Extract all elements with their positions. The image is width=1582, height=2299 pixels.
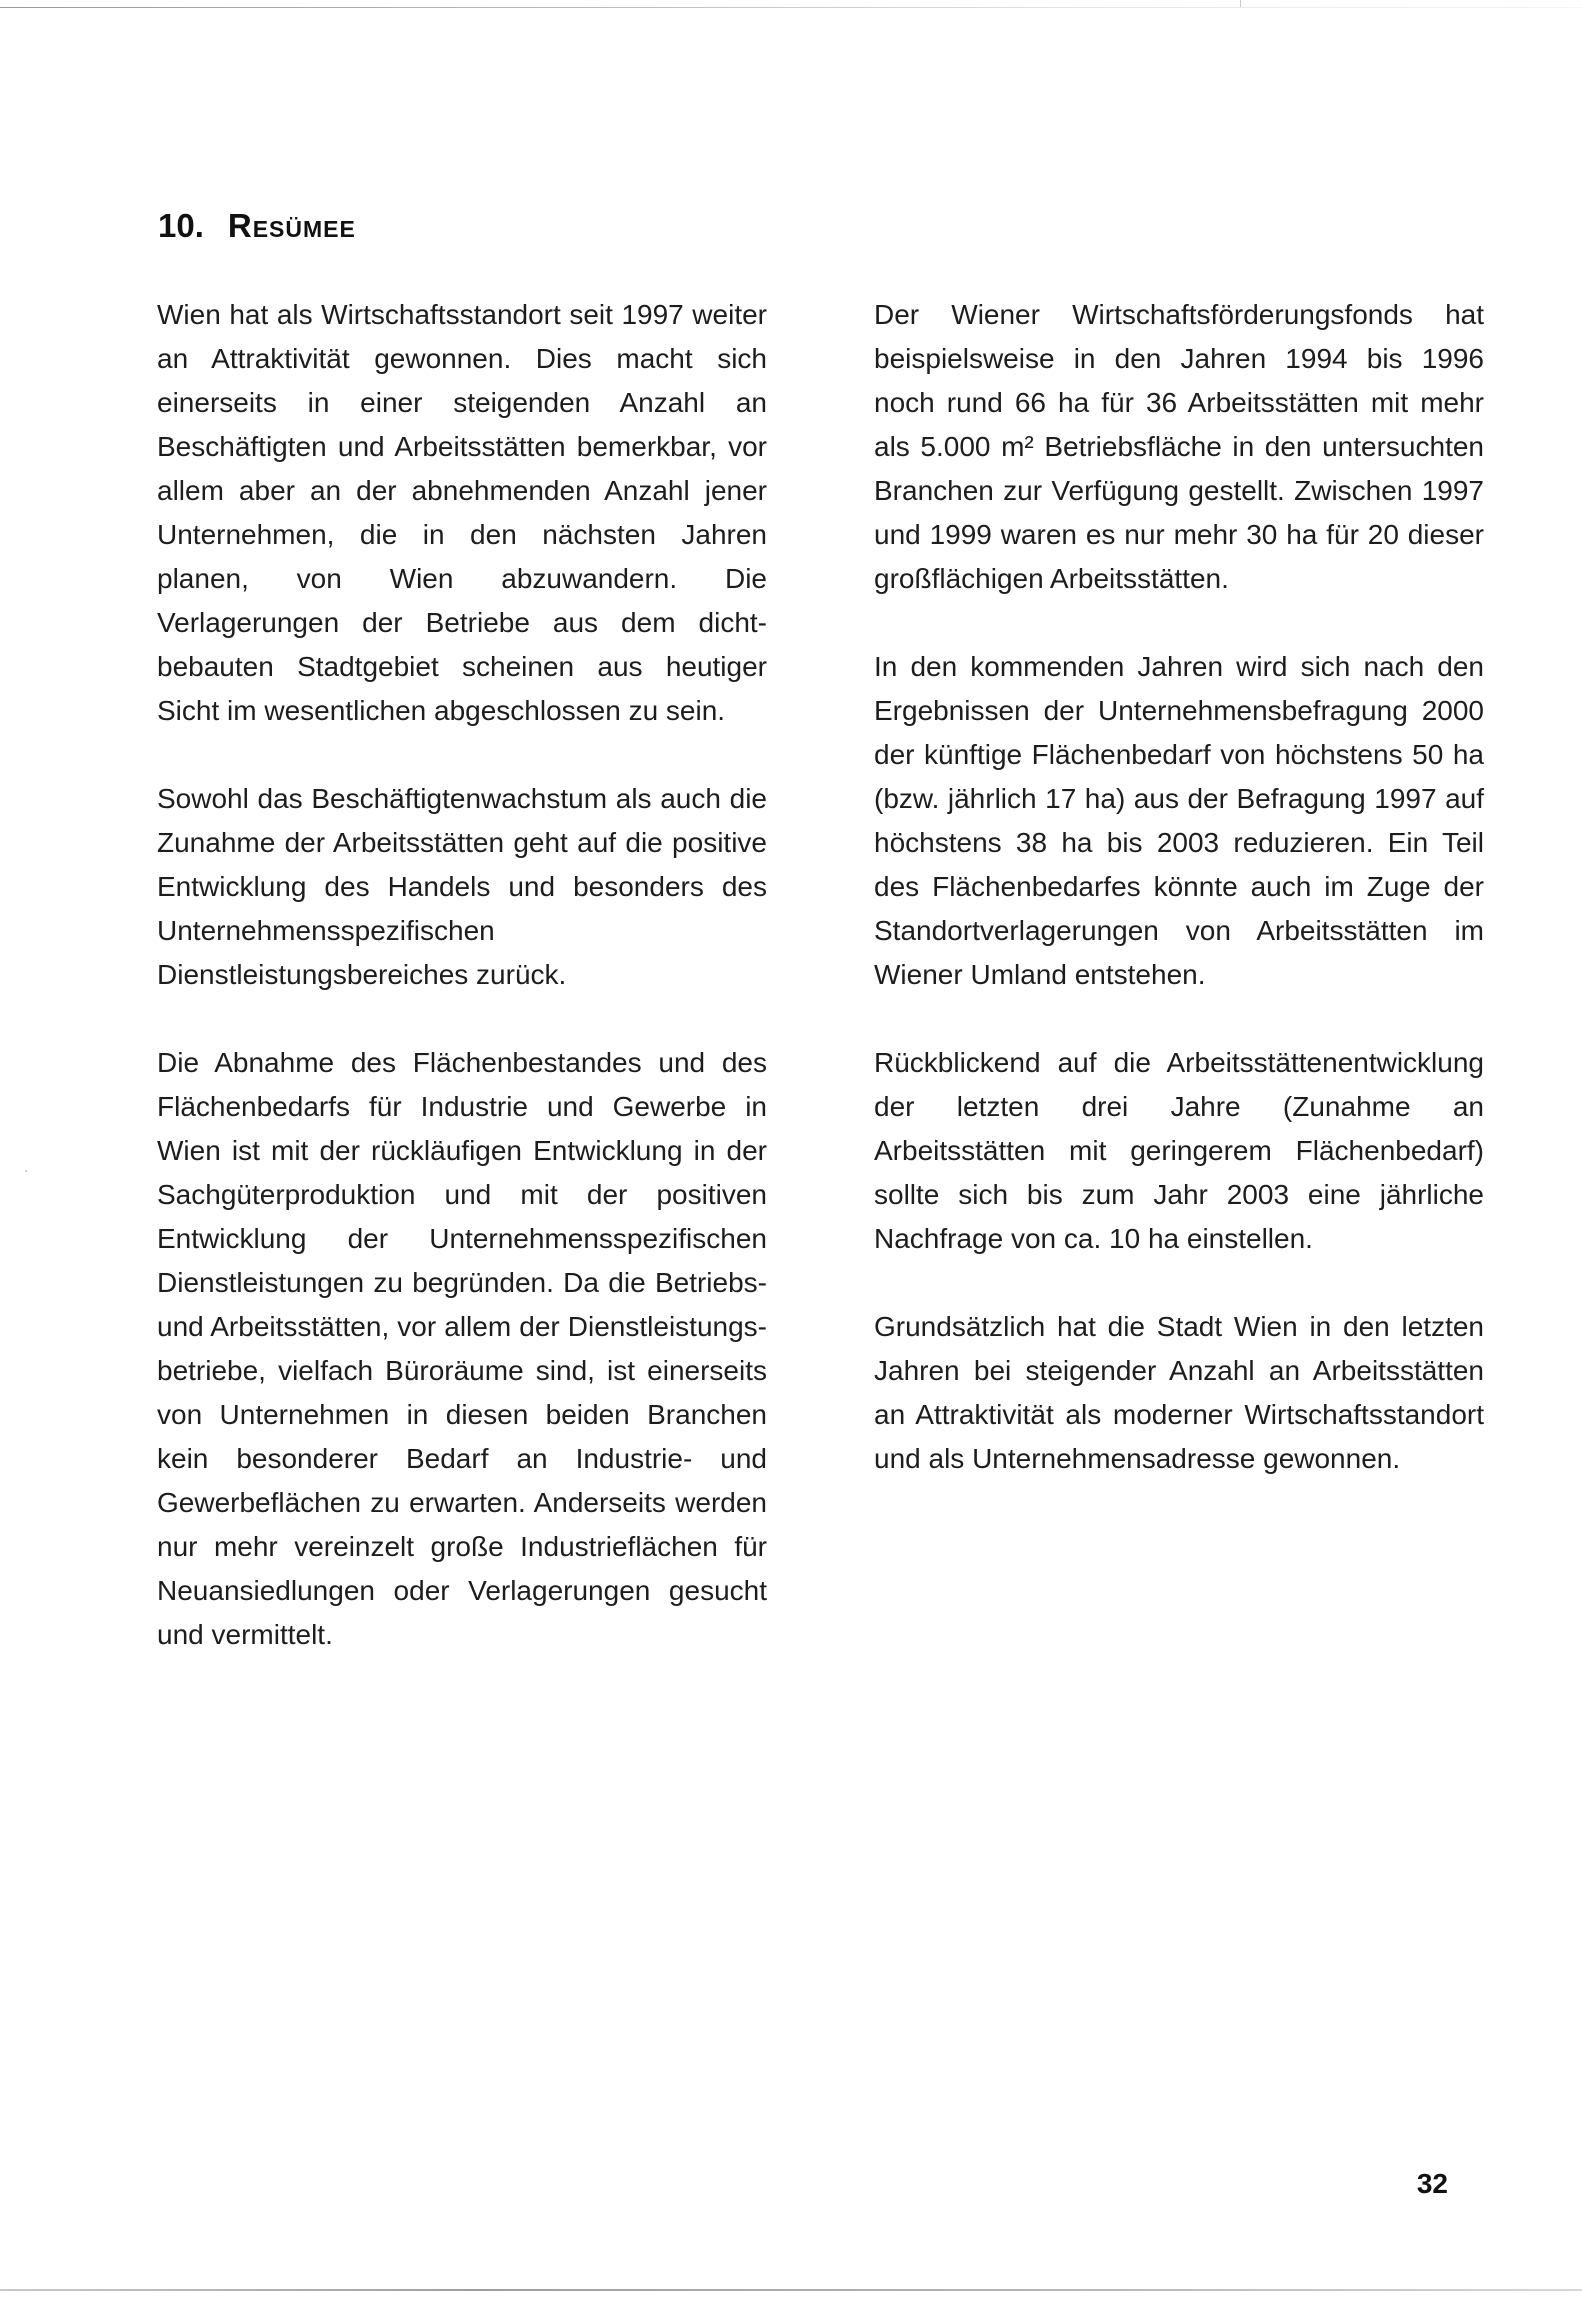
section-heading (158, 204, 356, 248)
right-column (874, 293, 1484, 1525)
paragraph: Der Wiener Wirtschaftsförderungsfonds hat beispielsweise in den Jahren 1994 bis 1996 noch rund 66 ha für 36 Arbeitsstätten mit mehr als 5.000 m² Betriebsfläche in den untersuchten Branchen zur Verfügung gestellt. Zwischen 1997 und 1999 waren es nur mehr 30 ha für 20 dieser großflächigen Arbeitsstätten. (874, 299, 1484, 594)
paragraph: Grundsätzlich hat die Stadt Wien in den letzten Jahren bei steigender Anzahl an Arbeitsstätten an Attraktivität als moderner Wirtschaftsstandort und als Unternehmensadresse gewonnen. (874, 1311, 1484, 1474)
section-number: 10. (158, 207, 204, 244)
scan-edge-top (0, 7, 1582, 8)
scan-mark (1240, 0, 1241, 7)
paragraph: Rückblickend auf die Arbeitsstättenentwicklung der letzten drei Jahre (Zunahme an Arbeitsstätten mit geringerem Flächenbedarf) sollte sich bis zum Jahr 2003 eine jährliche Nachfrage von ca. 10 ha einstellen. (874, 1047, 1484, 1254)
paragraph: Wien hat als Wirtschaftsstandort seit 1997 weiter an Attraktivität gewonnen. Dies macht sich einerseits in einer steigenden Anzahl an Beschäftigten und Arbeitsstätten bemerkbar, vor allem aber an der abnehmenden Anzahl jener Unternehmen, die in den nächsten Jahren planen, von Wien abzuwandern. Die Verlagerungen der Betriebe aus dem dichtbebauten Stadtgebiet scheinen aus heutiger Sicht im wesentlichen abgeschlossen zu sein. (157, 299, 767, 726)
paragraph: Sowohl das Beschäftigtenwachstum als auch die Zunahme der Arbeitsstätten geht auf die positive Entwicklung des Handels und besonders des Unternehmensspezifischen Dienstleistungsbereiches zurück. (157, 783, 767, 990)
scan-speck (25, 1170, 27, 1172)
paragraph: Die Abnahme des Flächenbestandes und des Flächenbedarfs für Industrie und Gewerbe in Wien ist mit der rückläufigen Entwicklung in der Sachgüterproduktion und mit der positiven Entwicklung der Unternehmensspezifischen Dienstleistungen zu begründen. Da die Betriebs- und Arbeitsstätten, vor allem der Dienstleistungsbetriebe, vielfach Büroräume sind, ist einerseits von Unternehmen in diesen beiden Branchen kein besonderer Bedarf an Industrie- und Gewerbeflächen zu erwarten. Anderseits werden nur mehr vereinzelt große Industrieflächen für Neuansiedlungen oder Verlagerungen gesucht und vermittelt. (157, 1047, 767, 1650)
page-number: 32 (1416, 2168, 1448, 2199)
paragraph: In den kommenden Jahren wird sich nach den Ergebnissen der Unternehmensbefragung 2000 der künftige Flächenbedarf von höchstens 50 ha (bzw. jährlich 17 ha) aus der Befragung 1997 auf höchstens 38 ha bis 2003 reduzieren. Ein Teil des Flächenbedarfes könnte auch im Zuge der Standortverlagerungen von Arbeitsstätten im Wiener Umland entstehen. (874, 651, 1484, 990)
section-title: Resümee (227, 207, 356, 244)
left-column (157, 293, 767, 1701)
scan-edge-bottom (0, 2289, 1582, 2291)
